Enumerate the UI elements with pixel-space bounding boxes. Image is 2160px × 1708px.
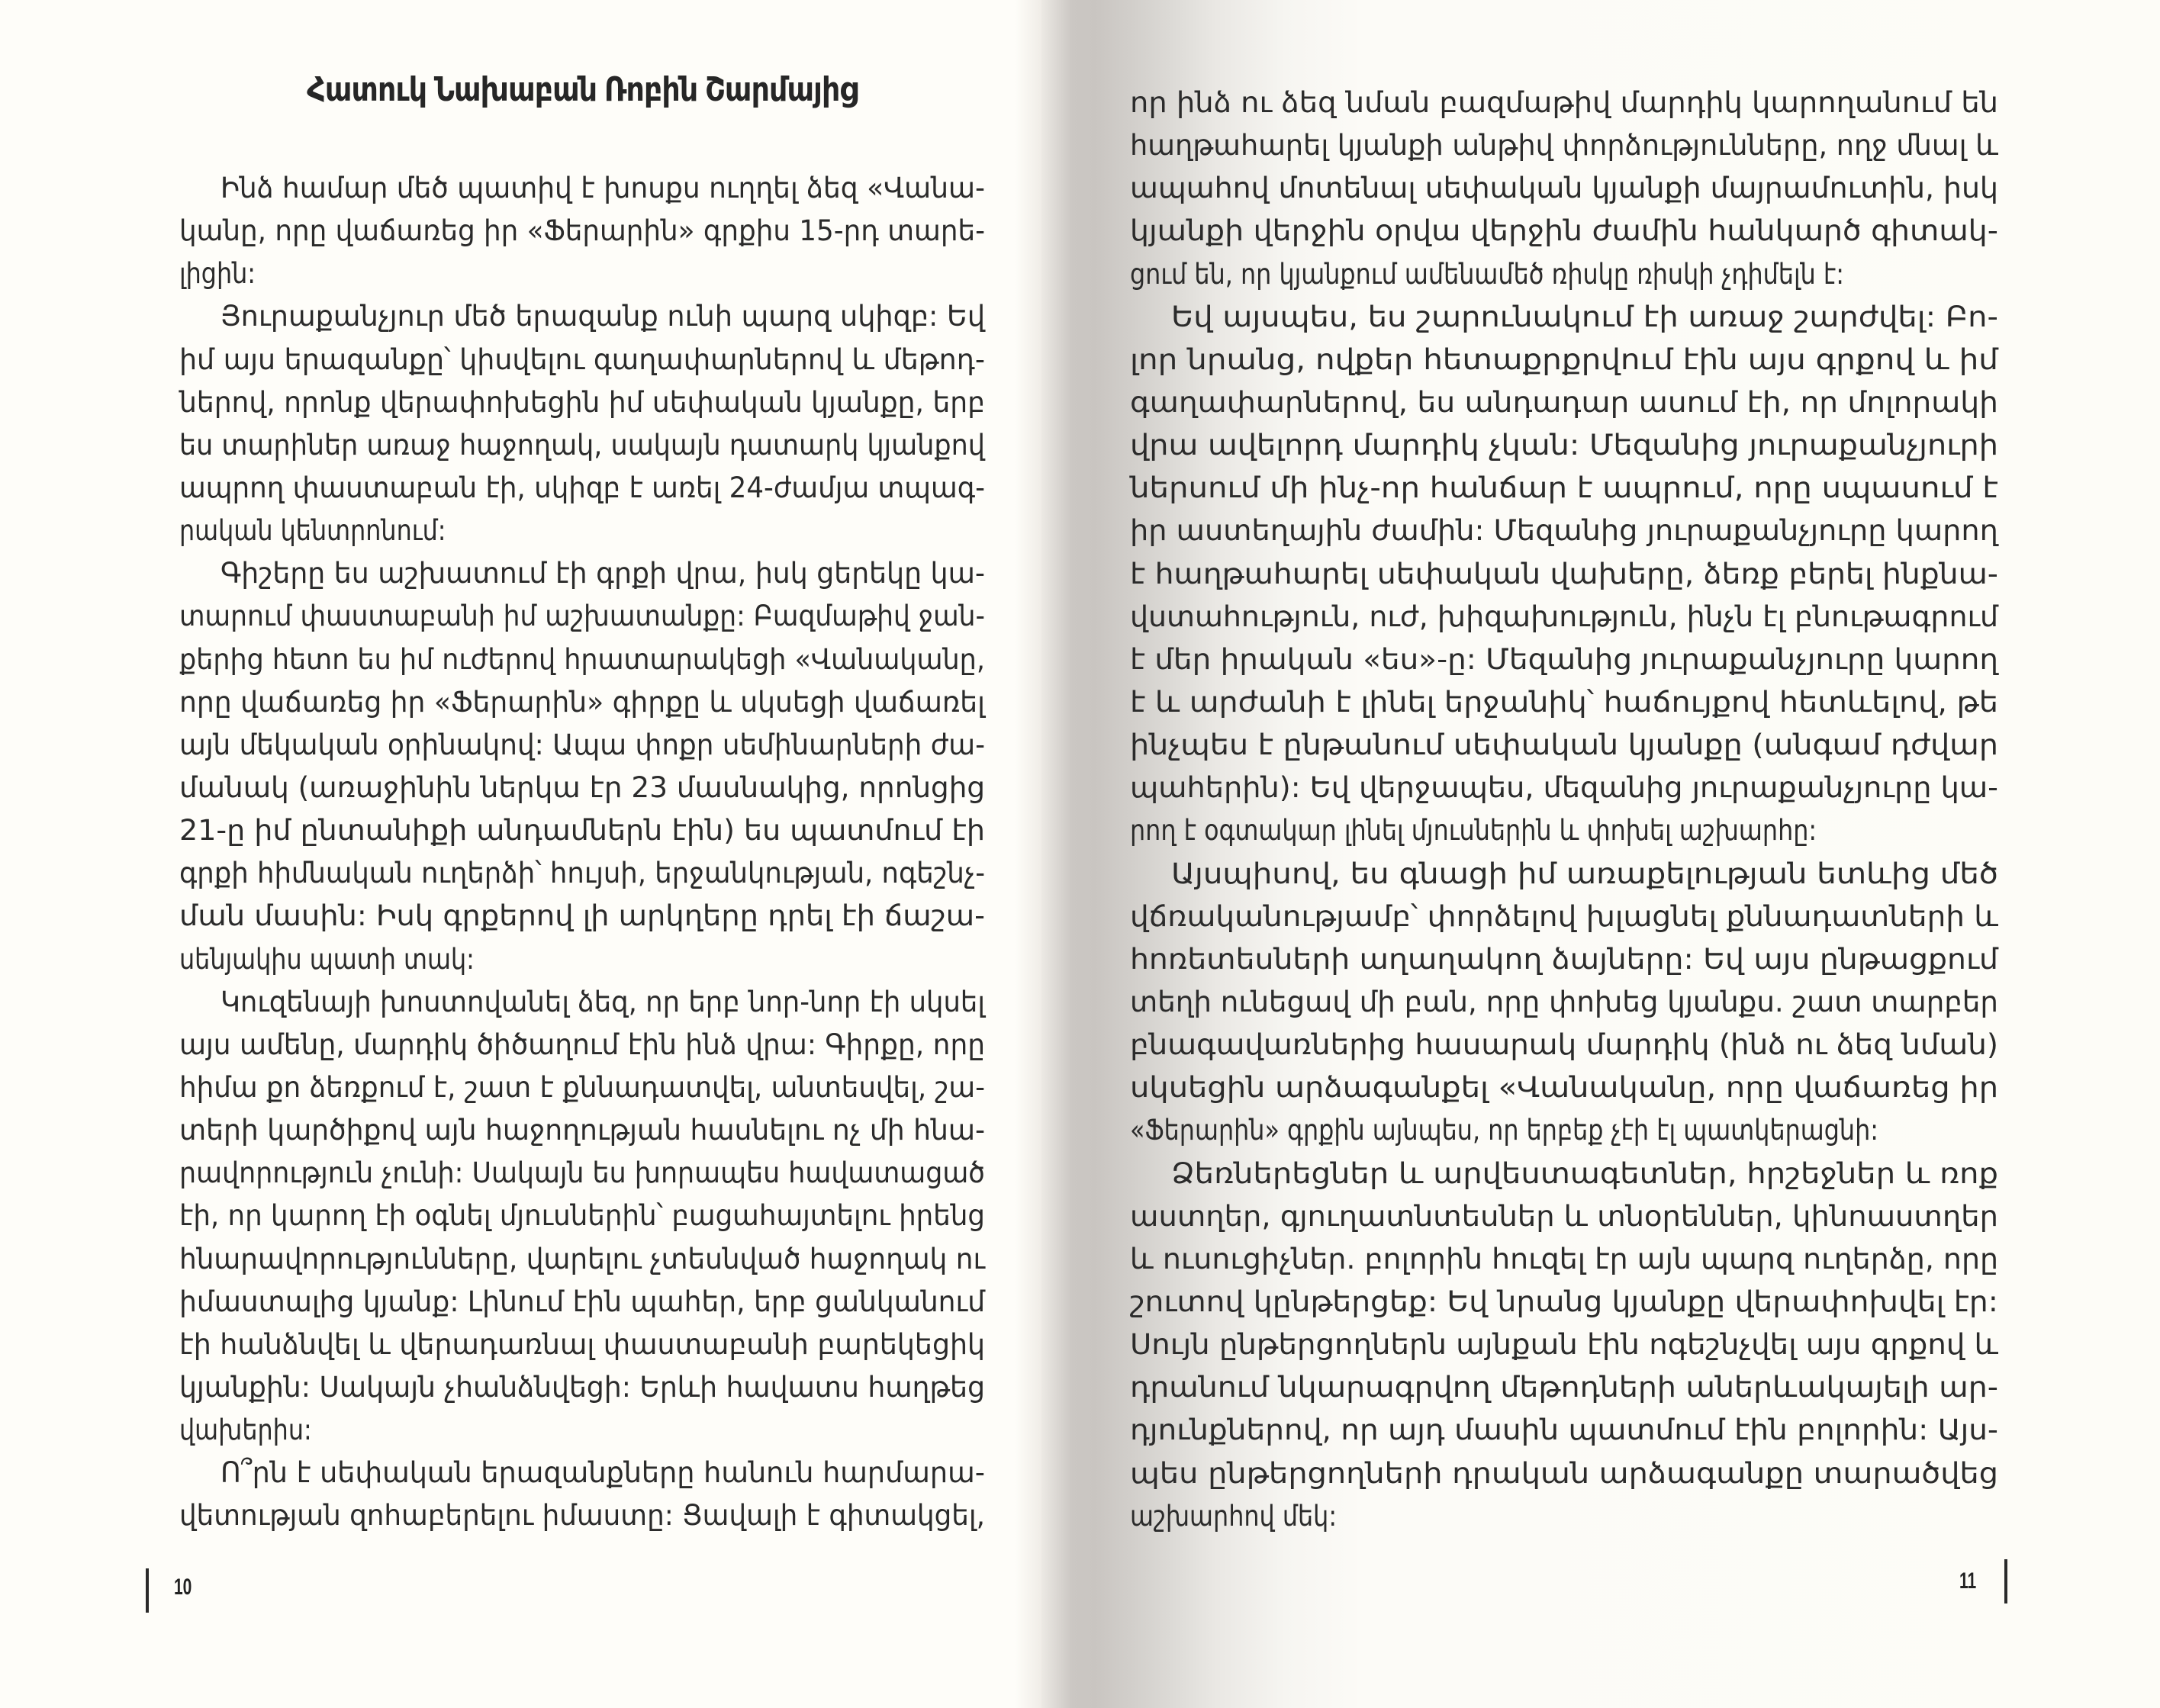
text-line (1130, 1411, 1998, 1454)
text-line (179, 426, 985, 469)
text-line (179, 597, 985, 640)
text-line (1130, 298, 1998, 341)
text-line (1130, 898, 1998, 941)
text-line (179, 854, 985, 897)
text-line (1130, 169, 1998, 212)
text-line-content: ապրող փաստաբան էի, սկիզբ է առել 24-ժամյա տպագ- (179, 471, 986, 504)
text-line-content: ինչպես է ընթանում սեփական կյանքը (անգամ դժվար (1130, 729, 1999, 762)
text-line-content: էի, որ կարող էի օգնել մյուսներին՝ բացահայտելու իրենց (179, 1199, 985, 1233)
text-line (179, 169, 985, 212)
text-line (1130, 212, 1998, 255)
text-line (179, 1283, 985, 1326)
text-line-content: կյանքի վերջին օրվա վերջին ժամին հանկարծ գիտակ- (1130, 214, 1998, 248)
text-line-content: ման մասին: Իսկ գրքերով լի արկղերը դրել էի ճաշա- (179, 899, 986, 933)
text-line-content: որ ինձ ու ձեզ նման բազմաթիվ մարդիկ կարողանում են (1130, 86, 1999, 119)
text-line (1130, 726, 1998, 769)
text-line-content: շուտով կընթերցեք: Եվ նրանց կյանքը վերափոխվել էր: (1130, 1285, 1999, 1318)
text-line (1130, 1326, 1998, 1369)
text-line (179, 1497, 985, 1539)
text-line (179, 1240, 985, 1283)
text-line (1130, 1455, 1998, 1497)
text-line-content: Եվ այսպես, ես շարունակում էի առաջ շարժվել: Բո- (1171, 300, 1998, 333)
text-line (179, 769, 985, 812)
text-line-content: սկսեցին արձագանքել «Վանականը, որը վաճառեց իր (1130, 1071, 1999, 1105)
text-line-content: իմաստալից կյանք: Լինում էին պահեր, երբ ցանկանում (179, 1285, 986, 1318)
text-line-content: հոռետեսների աղաղակող ձայները: Եվ այս ընթացքում (1130, 942, 1998, 976)
text-line-content: էի հանձնվել և վերադառնալ փաստաբանի բարեկեցիկ (179, 1327, 986, 1361)
text-line-content: ապահով մոտենալ սեփական կյանքի մայրամուտին, իսկ (1130, 172, 1999, 205)
text-line-content: վրա ավելորդ մարդիկ չկան: Մեզանից յուրաքանչյուրի (1130, 429, 1999, 462)
text-line-content: աստղեր, գյուղատնտեսներ և տնօրեններ, կինոաստղեր (1130, 1199, 1998, 1233)
text-line (179, 941, 985, 983)
text-line (1130, 941, 1998, 983)
text-line-content: է և արժանի է լինել երջանիկ՝ հաճույքով հետևելով, թե (1130, 685, 1999, 719)
text-line (1130, 855, 1998, 898)
text-line (1130, 555, 1998, 598)
text-line (179, 469, 985, 512)
text-line (179, 726, 985, 769)
text-line (1130, 384, 1998, 426)
text-line (179, 555, 985, 597)
text-line (179, 255, 985, 298)
text-line (1130, 512, 1998, 555)
text-line (1130, 1497, 1998, 1540)
page-number-left: 10 (174, 1575, 192, 1600)
text-line (1130, 256, 1998, 298)
text-line (1130, 769, 1998, 812)
text-line-content: Ո՞րն է սեփական երազանքները հանուն հարմարա- (221, 1456, 985, 1490)
text-line (179, 512, 985, 555)
text-line-content: Սույն ընթերցողներն այնքան էին ոգեշնչվել այս գրքով և (1130, 1328, 1999, 1362)
text-line-content: րական կենտրոնում: (179, 514, 446, 548)
text-line (179, 812, 985, 854)
text-line (179, 1026, 985, 1069)
text-line-content: կյանքին: Սակայն չհանձնվեցի: Երևի հավատս հաղթեց (179, 1370, 986, 1404)
left-page (0, 0, 1041, 1708)
text-line-content: Ձեռներեցներ և արվեստագետներ, հրշեջներ և ռոք (1171, 1156, 1998, 1190)
right-page-body (1130, 84, 1998, 1540)
text-line (1130, 1369, 1998, 1411)
text-line-content: է հաղթահարել սեփական վախերը, ձեռք բերել ինքնա- (1130, 557, 1998, 590)
text-line (1130, 1026, 1998, 1069)
text-line (1130, 598, 1998, 641)
text-line-content: հաղթահարել կյանքի անթիվ փորձությունները, ողջ մնալ և (1130, 129, 1998, 162)
text-line-content: և ուսուցիչներ. բոլորին հուզել էր այն պարզ ուղերձը, որը (1130, 1242, 1999, 1275)
gutter-shadow-left (1015, 0, 1045, 1708)
text-line-content: վճռականությամբ՝ փորձելով խլացնել քննադատների և (1130, 899, 1999, 933)
text-line-content: ցում են, որ կյանքում ամենամեծ ռիսկը ռիսկի չդիմելն է: (1130, 257, 1845, 291)
text-line (179, 1111, 985, 1154)
text-line-content: մանակ (առաջինին ներկա էր 23 մասնակից, որոնցից (179, 770, 986, 804)
text-line (179, 983, 985, 1026)
text-line-content: րող է օգտակար լինել մյուսներին և փոխել աշխարհը: (1130, 814, 1817, 848)
text-line-content: իմ այս երազանքը՝ կիսվելու գաղափարներով և մեթոդ- (179, 343, 985, 376)
text-line-content: «Ֆերարին» գրքին այնպես, որ երբեք չէի էլ պատկերացնի: (1130, 1114, 1878, 1147)
text-line (179, 1069, 985, 1111)
text-line-content: է մեր իրական «ես»-ը: Մեզանից յուրաքանչյուրը կարող (1130, 642, 1998, 676)
text-line (179, 1154, 985, 1197)
text-line-content: դրանում նկարագրվող մեթոդների աներևակայելի ար- (1130, 1371, 1999, 1404)
text-line (1130, 1155, 1998, 1198)
text-line-content: քերից հետո ես իմ ուժերով հրատարակեցի «Վանականը, (179, 642, 985, 676)
text-line (179, 897, 985, 940)
text-line (1130, 812, 1998, 854)
text-line (179, 1197, 985, 1240)
text-line-content: ներով, որոնք վերափոխեցին իմ սեփական կյանքը, երբ (179, 385, 985, 419)
text-line (1130, 426, 1998, 469)
text-line (179, 1369, 985, 1411)
text-line-content: սենյակիս պատի տակ: (179, 942, 475, 976)
text-line (179, 384, 985, 426)
text-line (179, 212, 985, 255)
text-line-content: Ինձ համար մեծ պատիվ է խոսքս ուղղել ձեզ «Վանա- (221, 172, 985, 204)
text-line (179, 684, 985, 726)
text-line (1130, 684, 1998, 726)
text-line-content: Այսպիսով, ես գնացի իմ առաքելության ետևից մեծ (1171, 857, 1999, 890)
text-line-content: Յուրաքանչյուր մեծ երազանք ունի պարզ սկիզբ: Եվ (221, 300, 986, 333)
text-line-content: 21-ը իմ ընտանիքի անդամներն էին) ես պատմում էի (179, 814, 985, 848)
text-line (1130, 127, 1998, 169)
text-line (1130, 469, 1998, 512)
text-line (1130, 1283, 1998, 1326)
left-page-body (179, 169, 985, 1540)
text-line-content: գրքի հիմնական ուղերձի՝ հույսի, երջանկության, ոգեշնչ- (179, 857, 985, 890)
text-line (179, 1326, 985, 1369)
text-line-content: տերի կարծիքով այն հաջողության հասնելու ոչ մի հնա- (179, 1114, 986, 1147)
text-line (1130, 84, 1998, 127)
text-line-content: որը վաճառեց իր «Ֆերարին» գիրքը և սկսեցի վաճառել (179, 685, 985, 719)
text-line-content: ներսում մի ինչ-որ հանճար է ապրում, որը սպասում է (1130, 471, 1999, 505)
text-line (179, 641, 985, 684)
text-line-content: րավորություն չունի: Սակայն ես խորապես հավատացած (179, 1156, 985, 1190)
text-line-content: վախերիս: (179, 1414, 312, 1447)
text-line (1130, 983, 1998, 1026)
chapter-title: Հատուկ Նախաբան Ռոբին Շարմայից (307, 71, 858, 108)
text-line-content: ես տարիներ առաջ հաջողակ, սակայն դատարկ կյանքով (179, 428, 985, 462)
page-number-rule-left (146, 1568, 149, 1613)
text-line (179, 1454, 985, 1497)
text-line-content: հնարավորությունները, վարելու չտեսնված հաջողակ ու (179, 1242, 986, 1275)
text-line-content: Գիշերը ես աշխատում էի գրքի վրա, իսկ ցերեկը կա- (221, 557, 986, 590)
text-line (179, 341, 985, 384)
text-line-content: Կուզենայի խոստովանել ձեզ, որ երբ նոր-նոր էի սկսել (221, 985, 985, 1018)
text-line-content: իր աստեղային ժամին: Մեզանից յուրաքանչյուրը կարող (1130, 514, 1998, 548)
text-line-content: լիցին: (179, 257, 256, 291)
text-line-content: լոր նրանց, ովքեր հետաքրքրվում էին այս գրքով և իմ (1130, 343, 1998, 376)
text-line-content: կանը, որը վաճառեց իր «Ֆերարին» գրքիս 15-րդ տարե- (179, 214, 986, 248)
page-number-right: 11 (1959, 1568, 1977, 1594)
text-line-content: աշխարհով մեկ: (1130, 1499, 1338, 1533)
page-number-rule-right (2004, 1559, 2007, 1603)
text-line-content: բնագավառներից հասարակ մարդիկ (ինձ ու ձեզ նման) (1130, 1028, 1998, 1062)
text-line-content: տարում փաստաբանի իմ աշխատանքը: Բազմաթիվ ջան- (179, 600, 985, 633)
text-line (1130, 341, 1998, 384)
text-line (179, 1411, 985, 1454)
text-line (1130, 1240, 1998, 1283)
text-line-content: պահերին): Եվ վերջապես, մեզանից յուրաքանչյուրը կա- (1130, 771, 1998, 805)
text-line-content: պես ընթերցողների դրական արձագանքը տարածվեց (1130, 1456, 1999, 1490)
text-line (1130, 641, 1998, 684)
text-line-content: հիմա քո ձեռքում է, շատ է քննադատվել, անտեսվել, շա- (179, 1070, 985, 1104)
text-line-content: վստահություն, ուժ, խիզախություն, ինչն էլ բնութագրում (1130, 600, 1998, 633)
text-line (179, 298, 985, 340)
text-line-content: գաղափարներով, ես անդադար ասում էի, որ մոլորակի (1130, 385, 1998, 419)
text-line (1130, 1111, 1998, 1154)
text-line-content: դյունքներով, որ այդ մասին պատմում էին բոլորին: Այս- (1130, 1414, 1999, 1447)
text-line-content: տեղի ունեցավ մի բան, որը փոխեց կյանքս. շատ տարբեր (1130, 985, 1998, 1018)
text-line-content: այս ամենը, մարդիկ ծիծաղում էին ինձ վրա: Գիրքը, որը (179, 1028, 986, 1061)
text-line (1130, 1198, 1998, 1240)
text-line-content: այն մեկական օրինակով: Ապա փոքր սեմինարների ժա- (179, 728, 985, 761)
text-line-content: վետության զոհաբերելու իմաստը: Ցավալի է գիտակցել, (179, 1499, 985, 1533)
text-line (1130, 1069, 1998, 1111)
